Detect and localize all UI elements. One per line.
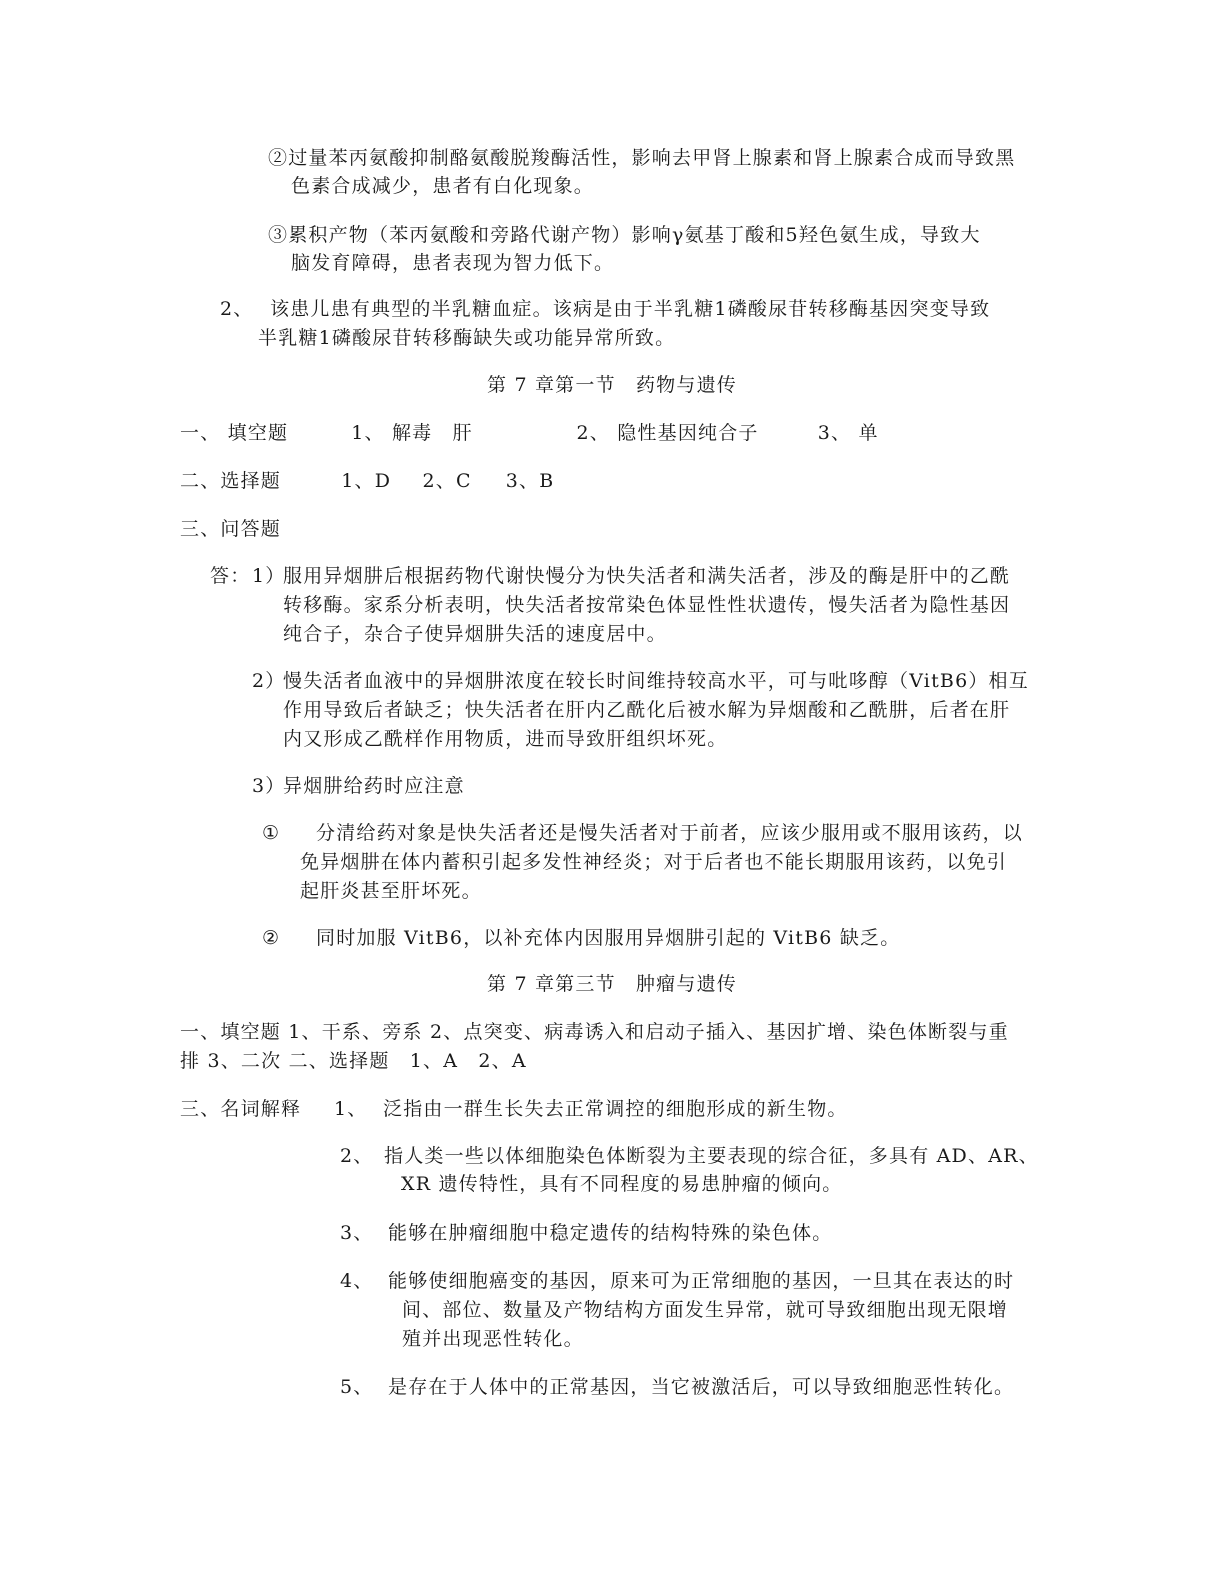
drug-qa-label: 三、问答题 (180, 518, 282, 540)
item-2-line-1: 该患儿患有典型的半乳糖血症。该病是由于半乳糖1磷酸尿苷转移酶基因突变导致 (270, 298, 991, 320)
item-2-number: 2、 (220, 298, 254, 320)
drug-qa-note-1-line-1: 分清给药对象是快失活者还是慢失活者对于前者，应该少服用或不服用该药，以 (316, 822, 1024, 844)
drug-fill-blank-label: 一、 填空题 (180, 422, 289, 444)
tumor-term-5-number: 5、 (340, 1376, 374, 1398)
tumor-term-5-line-1: 是存在于人体中的正常基因，当它被激活后，可以导致细胞恶性转化。 (388, 1376, 1015, 1398)
drug-fill-blank-answer-2: 2、 隐性基因纯合子 (576, 422, 759, 444)
drug-qa-a2-line-2: 作用导致后者缺乏；快失活者在肝内乙酰化后被水解为异烟酸和乙酰肼，后者在肝 (283, 699, 1011, 721)
drug-qa-a1-line-3: 纯合子，杂合子使异烟肼失活的速度居中。 (283, 623, 667, 645)
tumor-term-4-line-3: 殖并出现恶性转化。 (402, 1328, 584, 1350)
section-heading-drug: 第 7 章第一节 药物与遗传 (487, 374, 737, 396)
drug-qa-note-2-number: ② (262, 927, 281, 949)
drug-qa-a2-line-1: 慢失活者血液中的异烟肼浓度在较长时间维持较高水平，可与吡哆醇（VitB6）相互 (283, 670, 1029, 692)
tumor-term-2-line-1: 指人类一些以体细胞染色体断裂为主要表现的综合征，多具有 AD、AR、 (384, 1145, 1039, 1167)
drug-fill-blank-answer-3: 3、 单 (817, 422, 879, 444)
tumor-terms-label: 三、名词解释 (180, 1098, 302, 1120)
item-2-line-2: 半乳糖1磷酸尿苷转移酶缺失或功能异常所致。 (258, 327, 676, 349)
drug-choice-label: 二、选择题 (180, 470, 282, 492)
drug-choice-answer-1: 1、D (341, 470, 392, 492)
drug-fill-blank-line (180, 418, 879, 448)
tumor-term-4-number: 4、 (340, 1270, 374, 1292)
para-point-3-line-2: 脑发育障碍，患者表现为智力低下。 (291, 252, 615, 274)
tumor-term-1-line-1: 泛指由一群生长失去正常调控的细胞形成的新生物。 (383, 1098, 848, 1120)
tumor-term-3-line-1: 能够在肿瘤细胞中稳定遗传的结构特殊的染色体。 (388, 1222, 833, 1244)
drug-qa-note-2-text: 同时加服 VitB6，以补充体内因服用异烟肼引起的 VitB6 缺乏。 (316, 927, 901, 949)
drug-qa-a1-line-1: 服用异烟肼后根据药物代谢快慢分为快失活者和满失活者，涉及的酶是肝中的乙酰 (283, 565, 1011, 587)
drug-choice-answer-2: 2、C (422, 470, 472, 492)
drug-qa-a2-number: 2） (252, 670, 286, 692)
tumor-fill-choice-line-1: 一、填空题 1、干系、旁系 2、点突变、病毒诱入和启动子插入、基因扩增、染色体断裂与重 (180, 1021, 1009, 1043)
drug-qa-a1-number: 1） (252, 565, 286, 587)
drug-qa-note-1-number: ① (262, 822, 281, 844)
tumor-term-1-number: 1、 (334, 1098, 368, 1120)
drug-qa-note-1-line-3: 起肝炎甚至肝坏死。 (300, 880, 482, 902)
drug-qa-note-1-line-2: 免异烟肼在体内蓄积引起多发性神经炎；对于后者也不能长期服用该药，以免引 (300, 851, 1008, 873)
drug-qa-a1-line-2: 转移酶。家系分析表明，快失活者按常染色体显性性状遗传，慢失活者为隐性基因 (283, 594, 1011, 616)
tumor-term-2-line-2: XR 遗传特性，具有不同程度的易患肿瘤的倾向。 (401, 1173, 843, 1195)
para-point-3-line-1: ③累积产物（苯丙氨酸和旁路代谢产物）影响γ氨基丁酸和5羟色氨生成，导致大 (268, 224, 981, 246)
drug-qa-a3-number: 3） (252, 775, 286, 797)
tumor-fill-choice-line-2: 排 3、二次 二、选择题 1、A 2、A (180, 1050, 527, 1072)
drug-qa-a2-line-3: 内又形成乙酰样作用物质，进而导致肝组织坏死。 (283, 728, 728, 750)
tumor-term-4-line-1: 能够使细胞癌变的基因，原来可为正常细胞的基因，一旦其在表达的时 (388, 1270, 1015, 1292)
drug-choice-answer-3: 3、B (505, 470, 555, 492)
tumor-term-4-line-2: 间、部位、数量及产物结构方面发生异常，就可导致细胞出现无限增 (402, 1299, 1009, 1321)
section-heading-tumor: 第 7 章第三节 肿瘤与遗传 (487, 973, 737, 995)
tumor-term-3-number: 3、 (340, 1222, 374, 1244)
tumor-term-2-number: 2、 (340, 1145, 374, 1167)
para-point-2-line-2: 色素合成减少，患者有白化现象。 (291, 175, 595, 197)
drug-qa-answer-prefix: 答： (210, 565, 251, 587)
para-point-2-line-1: ②过量苯丙氨酸抑制酪氨酸脱羧酶活性，影响去甲肾上腺素和肾上腺素合成而导致黑 (268, 147, 1016, 169)
drug-qa-a3-text: 异烟肼给药时应注意 (283, 775, 465, 797)
drug-fill-blank-answer-1: 1、 解毒 肝 (351, 422, 473, 444)
drug-choice-line (180, 466, 554, 496)
